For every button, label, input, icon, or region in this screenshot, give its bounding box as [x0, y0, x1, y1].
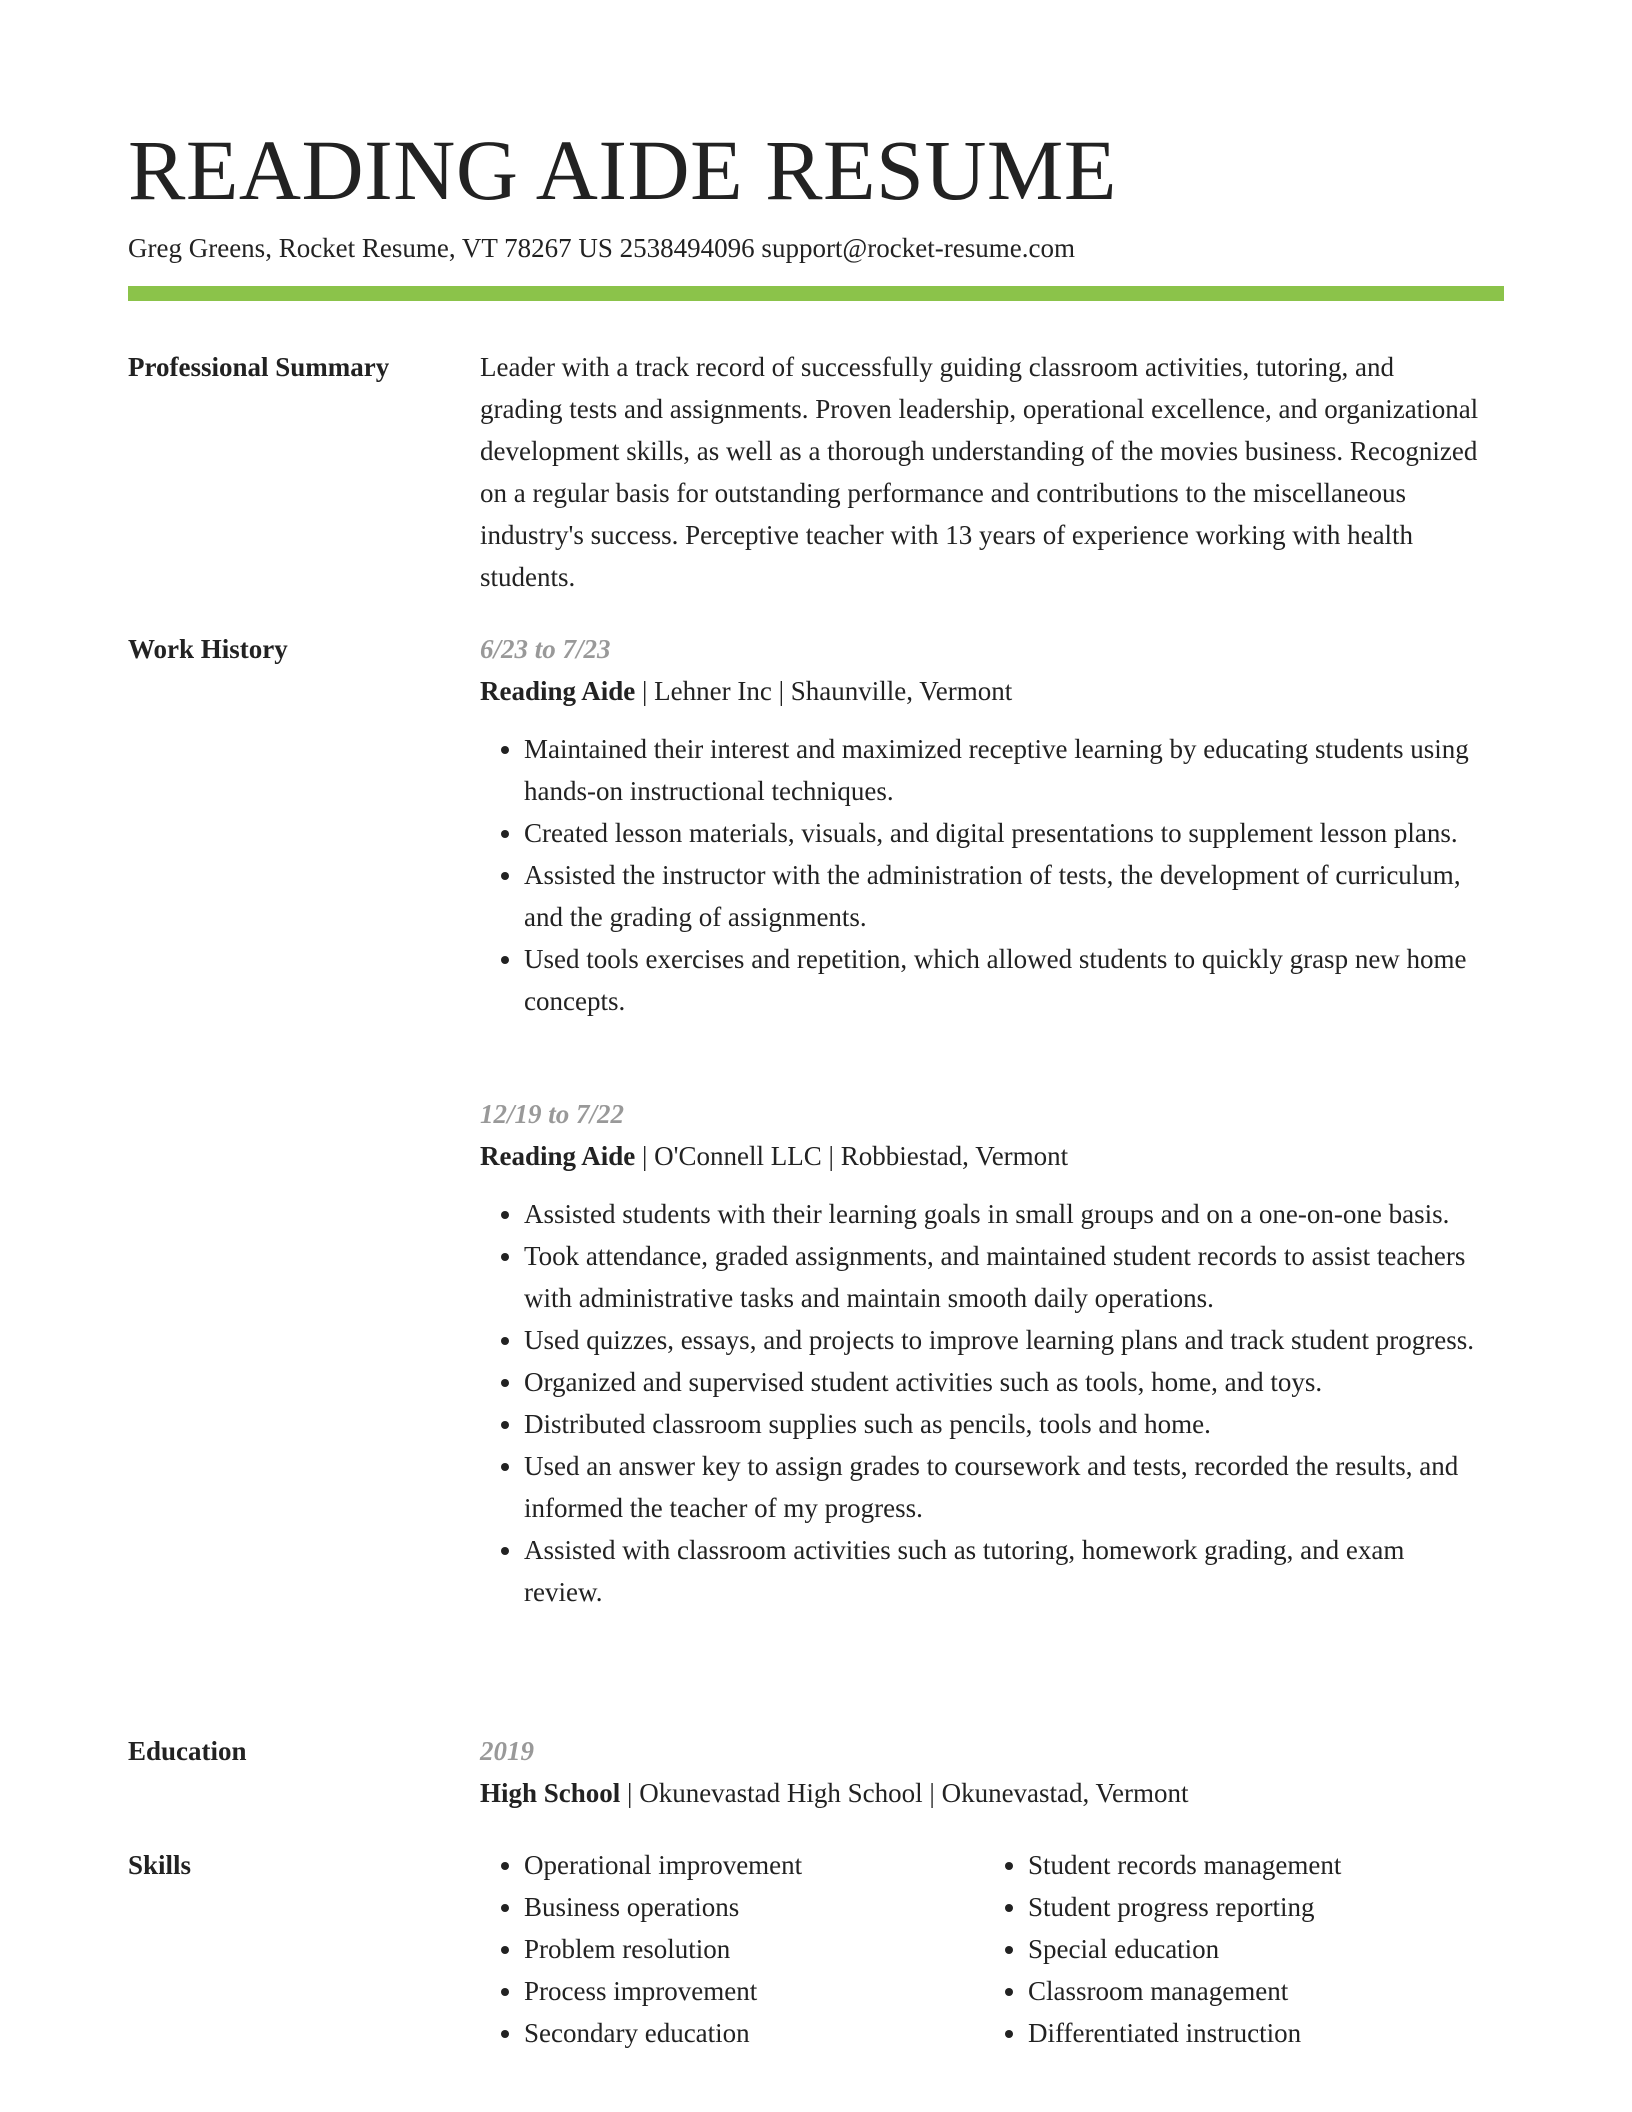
job-title-line — [480, 670, 1480, 712]
job-details: | Lehner Inc | Shaunville, Vermont — [635, 676, 1013, 706]
job-bullet: • Took attendance, graded assignments, and maintained student records to assist teachers with administrative tasks and maintain smooth daily operations. — [524, 1235, 1480, 1319]
job-bullet: • Used an answer key to assign grades to coursework and tests, recorded the results, and informed the teacher of my progress. — [524, 1445, 1480, 1529]
skill-item: • Problem resolution — [524, 1928, 802, 1970]
job-role: Reading Aide — [480, 676, 636, 706]
job-bullet: • Created lesson materials, visuals, and digital presentations to supplement lesson plans. — [524, 812, 1480, 854]
education-year: 2019 — [480, 1736, 534, 1766]
education-entry — [480, 1730, 1480, 1814]
job-bullet: • Used quizzes, essays, and projects to improve learning plans and track student progress. — [524, 1319, 1480, 1361]
job-role: Reading Aide — [480, 1141, 636, 1171]
skill-item: • Secondary education — [524, 2012, 802, 2054]
education-degree: High School — [480, 1778, 621, 1808]
job-bullets — [480, 728, 1480, 1022]
work-history-label: Work History — [128, 634, 288, 664]
skills-list-left — [480, 1844, 802, 2054]
job-bullet: • Organized and supervised student activities such as tools, home, and toys. — [524, 1361, 1480, 1403]
job-bullet: • Assisted the instructor with the administration of tests, the development of curriculum, and the grading of assignments. — [524, 854, 1480, 938]
job-entry-1 — [480, 628, 1480, 1022]
contact-line: Greg Greens, Rocket Resume, VT 78267 US 2538494096 support@rocket-resume.com — [128, 233, 1075, 263]
job-bullets — [480, 1193, 1480, 1613]
resume-title: READING AIDE RESUME — [128, 122, 1117, 218]
job-details: | O'Connell LLC | Robbiestad, Vermont — [635, 1141, 1069, 1171]
job-entry-2 — [480, 1093, 1480, 1613]
skill-item: • Student progress reporting — [1028, 1886, 1341, 1928]
job-bullet: • Distributed classroom supplies such as pencils, tools and home. — [524, 1403, 1480, 1445]
skills-label: Skills — [128, 1850, 192, 1880]
education-label: Education — [128, 1736, 247, 1766]
job-dates: 12/19 to 7/22 — [480, 1099, 625, 1129]
skill-item: • Process improvement — [524, 1970, 802, 2012]
skill-item: • Classroom management — [1028, 1970, 1341, 2012]
skills-list-right — [984, 1844, 1341, 2054]
skill-item: • Operational improvement — [524, 1844, 802, 1886]
skill-item: • Special education — [1028, 1928, 1341, 1970]
job-bullet: • Assisted students with their learning goals in small groups and on a one-on-one basis. — [524, 1193, 1480, 1235]
summary-label: Professional Summary — [128, 352, 390, 382]
job-dates: 6/23 to 7/23 — [480, 634, 611, 664]
skill-item: • Student records management — [1028, 1844, 1341, 1886]
job-bullet: • Used tools exercises and repetition, which allowed students to quickly grasp new home concepts. — [524, 938, 1480, 1022]
summary-text: Leader with a track record of successfully guiding classroom activities, tutoring, and grading tests and assignments. Proven leadership, operational excellence, and organizational development skills, as well as a thorough understanding of the movies business. Recognized on a regular basis for outstanding performance and contributions to the miscellaneous industry's success. Perceptive teacher with 13 years of experience working with health students. — [480, 352, 1479, 592]
header-divider — [128, 286, 1504, 301]
education-line — [480, 1772, 1480, 1814]
job-bullet: • Maintained their interest and maximized receptive learning by educating students using hands-on instructional techniques. — [524, 728, 1480, 812]
summary-section — [480, 346, 1480, 598]
education-details: | Okunevastad High School | Okunevastad, Vermont — [620, 1778, 1189, 1808]
job-title-line — [480, 1135, 1480, 1177]
job-bullet: • Assisted with classroom activities such as tutoring, homework grading, and exam review. — [524, 1529, 1480, 1613]
skill-item: • Business operations — [524, 1886, 802, 1928]
skill-item: • Differentiated instruction — [1028, 2012, 1341, 2054]
